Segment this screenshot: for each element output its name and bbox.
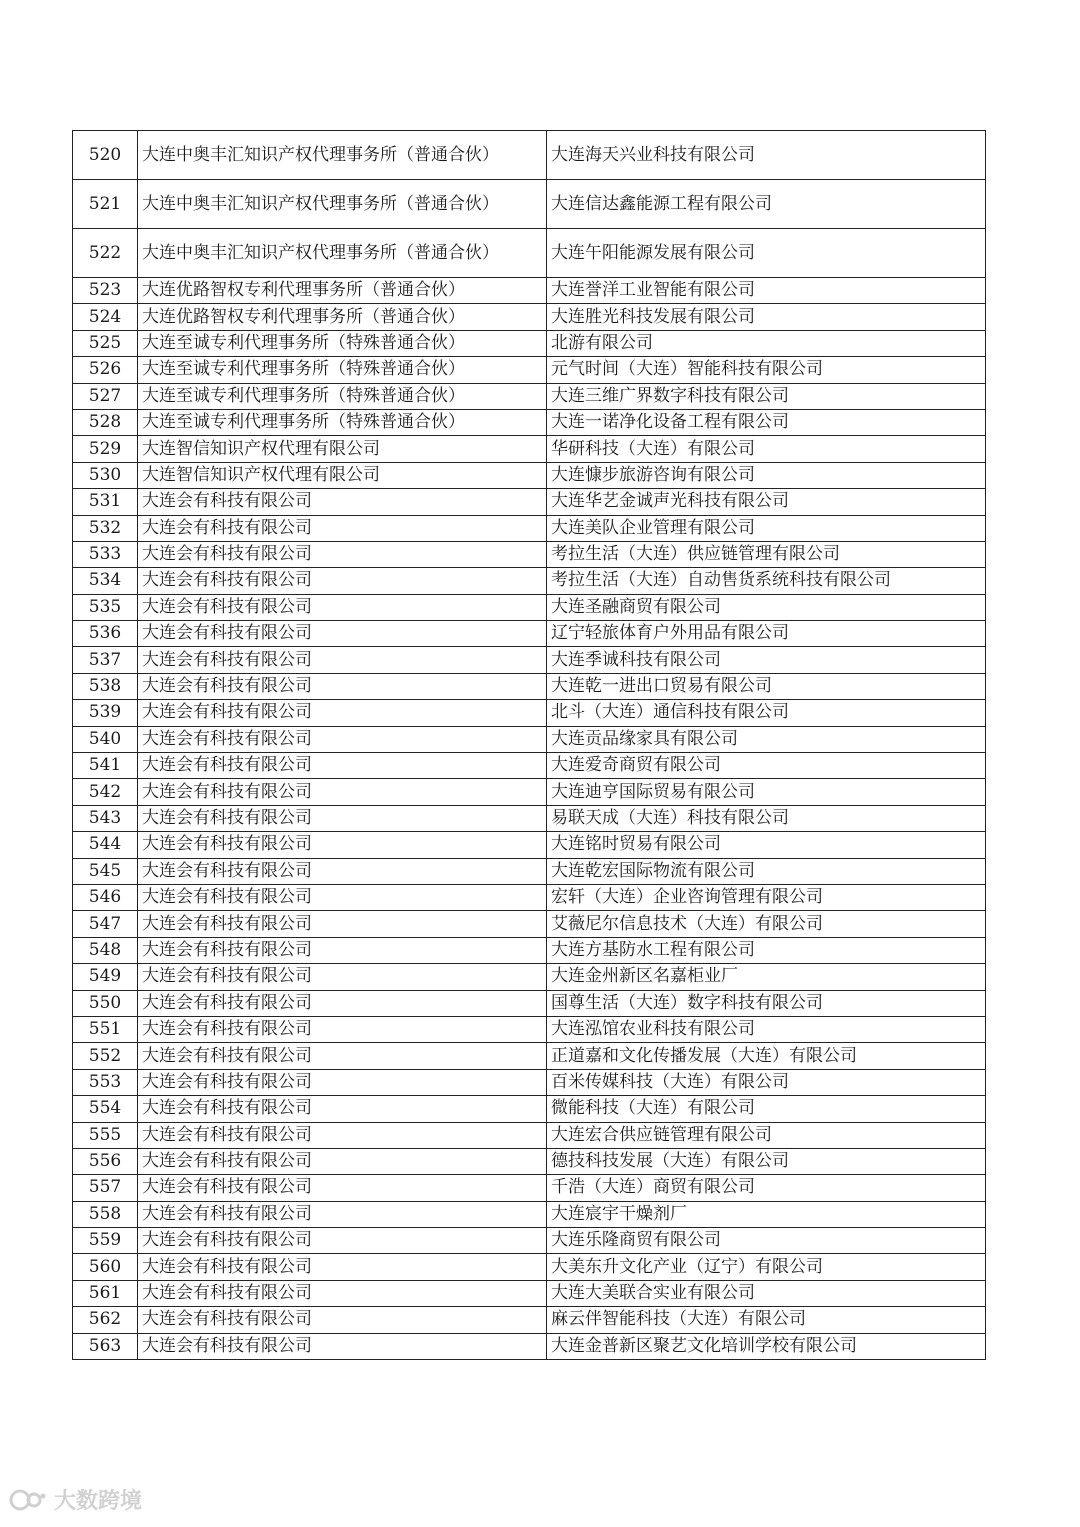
row-number: 532 <box>73 515 138 541</box>
company-name: 华研科技（大连）有限公司 <box>547 436 986 462</box>
agency-name: 大连会有科技有限公司 <box>138 1069 547 1095</box>
company-name: 大连胜光科技发展有限公司 <box>547 304 986 330</box>
table-row <box>73 229 986 278</box>
agency-name: 大连中奥丰汇知识产权代理事务所（普通合伙） <box>138 229 547 278</box>
company-name: 大连一诺净化设备工程有限公司 <box>547 409 986 435</box>
row-number: 525 <box>73 330 138 356</box>
agency-name: 大连会有科技有限公司 <box>138 489 547 515</box>
row-number: 524 <box>73 304 138 330</box>
row-number: 537 <box>73 647 138 673</box>
row-number: 531 <box>73 489 138 515</box>
agency-name: 大连智信知识产权代理有限公司 <box>138 462 547 488</box>
company-name: 大连慷步旅游咨询有限公司 <box>547 462 986 488</box>
company-name: 考拉生活（大连）自动售货系统科技有限公司 <box>547 568 986 594</box>
company-name: 考拉生活（大连）供应链管理有限公司 <box>547 541 986 567</box>
agency-name: 大连中奥丰汇知识产权代理事务所（普通合伙） <box>138 180 547 229</box>
row-number: 547 <box>73 911 138 937</box>
row-number: 535 <box>73 594 138 620</box>
row-number: 559 <box>73 1228 138 1254</box>
agency-name: 大连会有科技有限公司 <box>138 805 547 831</box>
agency-name: 大连会有科技有限公司 <box>138 1016 547 1042</box>
table-row <box>73 1175 986 1201</box>
table-row <box>73 911 986 937</box>
company-name: 大连铭时贸易有限公司 <box>547 832 986 858</box>
company-name: 辽宁轻旅体育户外用品有限公司 <box>547 621 986 647</box>
row-number: 562 <box>73 1307 138 1333</box>
table-row <box>73 1254 986 1280</box>
agency-name: 大连至诚专利代理事务所（特殊普通合伙） <box>138 330 547 356</box>
table-row <box>73 1148 986 1174</box>
agency-name: 大连会有科技有限公司 <box>138 1228 547 1254</box>
company-name: 正道嘉和文化传播发展（大连）有限公司 <box>547 1043 986 1069</box>
table-row <box>73 673 986 699</box>
table-row <box>73 753 986 779</box>
row-number: 546 <box>73 884 138 910</box>
row-number: 541 <box>73 753 138 779</box>
company-name: 大连方基防水工程有限公司 <box>547 937 986 963</box>
table-row <box>73 568 986 594</box>
agency-name: 大连会有科技有限公司 <box>138 832 547 858</box>
company-name: 大连季诚科技有限公司 <box>547 647 986 673</box>
company-name: 千浩（大连）商贸有限公司 <box>547 1175 986 1201</box>
agency-name: 大连会有科技有限公司 <box>138 1148 547 1174</box>
agency-name: 大连会有科技有限公司 <box>138 884 547 910</box>
agency-name: 大连会有科技有限公司 <box>138 647 547 673</box>
agency-name: 大连会有科技有限公司 <box>138 673 547 699</box>
table-row <box>73 1096 986 1122</box>
table-row <box>73 278 986 304</box>
table-body <box>73 131 986 1360</box>
table-row <box>73 1043 986 1069</box>
table-row <box>73 304 986 330</box>
agency-name: 大连会有科技有限公司 <box>138 1043 547 1069</box>
row-number: 526 <box>73 357 138 383</box>
table-row <box>73 436 986 462</box>
row-number: 520 <box>73 131 138 180</box>
row-number: 555 <box>73 1122 138 1148</box>
company-name: 大美东升文化产业（辽宁）有限公司 <box>547 1254 986 1280</box>
row-number: 558 <box>73 1201 138 1227</box>
table-row <box>73 884 986 910</box>
company-name: 艾薇尼尔信息技术（大连）有限公司 <box>547 911 986 937</box>
table-row <box>73 937 986 963</box>
table-row <box>73 489 986 515</box>
table-row <box>73 964 986 990</box>
watermark <box>8 1484 142 1515</box>
row-number: 563 <box>73 1333 138 1359</box>
agency-name: 大连会有科技有限公司 <box>138 1280 547 1306</box>
watermark-text: 大数跨境 <box>54 1489 143 1514</box>
agency-name: 大连会有科技有限公司 <box>138 515 547 541</box>
table-row <box>73 515 986 541</box>
table-row <box>73 1201 986 1227</box>
row-number: 522 <box>73 229 138 278</box>
company-name: 大连金普新区聚艺文化培训学校有限公司 <box>547 1333 986 1359</box>
row-number: 539 <box>73 700 138 726</box>
company-name: 宏轩（大连）企业咨询管理有限公司 <box>547 884 986 910</box>
table-row <box>73 1016 986 1042</box>
agency-name: 大连会有科技有限公司 <box>138 700 547 726</box>
table-row <box>73 1069 986 1095</box>
agency-name: 大连会有科技有限公司 <box>138 858 547 884</box>
table-row <box>73 858 986 884</box>
company-name: 大连美队企业管理有限公司 <box>547 515 986 541</box>
row-number: 521 <box>73 180 138 229</box>
company-name: 大连信达鑫能源工程有限公司 <box>547 180 986 229</box>
agency-name: 大连会有科技有限公司 <box>138 779 547 805</box>
company-name: 大连三维广界数字科技有限公司 <box>547 383 986 409</box>
row-number: 542 <box>73 779 138 805</box>
agency-name: 大连会有科技有限公司 <box>138 911 547 937</box>
agency-name: 大连会有科技有限公司 <box>138 541 547 567</box>
agency-name: 大连会有科技有限公司 <box>138 937 547 963</box>
company-name: 大连乾一进出口贸易有限公司 <box>547 673 986 699</box>
agency-name: 大连会有科技有限公司 <box>138 1333 547 1359</box>
agency-name: 大连会有科技有限公司 <box>138 1201 547 1227</box>
company-name: 大连金州新区名嘉柜业厂 <box>547 964 986 990</box>
row-number: 554 <box>73 1096 138 1122</box>
agency-name: 大连会有科技有限公司 <box>138 990 547 1016</box>
row-number: 550 <box>73 990 138 1016</box>
company-name: 大连迪亨国际贸易有限公司 <box>547 779 986 805</box>
agency-name: 大连优路智权专利代理事务所（普通合伙） <box>138 304 547 330</box>
company-name: 大连乐隆商贸有限公司 <box>547 1228 986 1254</box>
table-row <box>73 1228 986 1254</box>
table-row <box>73 383 986 409</box>
company-name: 大连宏合供应链管理有限公司 <box>547 1122 986 1148</box>
company-name: 微能科技（大连）有限公司 <box>547 1096 986 1122</box>
agency-name: 大连会有科技有限公司 <box>138 1122 547 1148</box>
table-row <box>73 462 986 488</box>
row-number: 534 <box>73 568 138 594</box>
agency-name: 大连优路智权专利代理事务所（普通合伙） <box>138 278 547 304</box>
agency-name: 大连智信知识产权代理有限公司 <box>138 436 547 462</box>
row-number: 528 <box>73 409 138 435</box>
company-name: 德技科技发展（大连）有限公司 <box>547 1148 986 1174</box>
table-row <box>73 832 986 858</box>
row-number: 538 <box>73 673 138 699</box>
row-number: 548 <box>73 937 138 963</box>
company-name: 大连大美联合实业有限公司 <box>547 1280 986 1306</box>
company-name: 大连圣融商贸有限公司 <box>547 594 986 620</box>
table-row <box>73 990 986 1016</box>
agency-name: 大连至诚专利代理事务所（特殊普通合伙） <box>138 383 547 409</box>
row-number: 560 <box>73 1254 138 1280</box>
company-name: 大连誉洋工业智能有限公司 <box>547 278 986 304</box>
table-row <box>73 647 986 673</box>
company-name: 麻云伴智能科技（大连）有限公司 <box>547 1307 986 1333</box>
company-name: 国尊生活（大连）数字科技有限公司 <box>547 990 986 1016</box>
company-name: 大连泓馆农业科技有限公司 <box>547 1016 986 1042</box>
row-number: 545 <box>73 858 138 884</box>
record-table <box>72 130 986 1360</box>
table-row <box>73 180 986 229</box>
table-row <box>73 779 986 805</box>
row-number: 540 <box>73 726 138 752</box>
row-number: 543 <box>73 805 138 831</box>
agency-name: 大连会有科技有限公司 <box>138 568 547 594</box>
company-name: 大连贡品缘家具有限公司 <box>547 726 986 752</box>
company-name: 大连爱奇商贸有限公司 <box>547 753 986 779</box>
agency-name: 大连会有科技有限公司 <box>138 1307 547 1333</box>
agency-name: 大连至诚专利代理事务所（特殊普通合伙） <box>138 357 547 383</box>
row-number: 556 <box>73 1148 138 1174</box>
company-name: 大连宸宇干燥剂厂 <box>547 1201 986 1227</box>
row-number: 530 <box>73 462 138 488</box>
row-number: 533 <box>73 541 138 567</box>
agency-name: 大连会有科技有限公司 <box>138 1096 547 1122</box>
agency-name: 大连会有科技有限公司 <box>138 726 547 752</box>
company-name: 北游有限公司 <box>547 330 986 356</box>
table-row <box>73 726 986 752</box>
row-number: 529 <box>73 436 138 462</box>
company-name: 元气时间（大连）智能科技有限公司 <box>547 357 986 383</box>
table-row <box>73 357 986 383</box>
company-name: 大连午阳能源发展有限公司 <box>547 229 986 278</box>
table-row <box>73 805 986 831</box>
agency-name: 大连至诚专利代理事务所（特殊普通合伙） <box>138 409 547 435</box>
agency-name: 大连会有科技有限公司 <box>138 1175 547 1201</box>
agency-name: 大连中奥丰汇知识产权代理事务所（普通合伙） <box>138 131 547 180</box>
row-number: 551 <box>73 1016 138 1042</box>
company-name: 百米传媒科技（大连）有限公司 <box>547 1069 986 1095</box>
row-number: 544 <box>73 832 138 858</box>
row-number: 553 <box>73 1069 138 1095</box>
row-number: 552 <box>73 1043 138 1069</box>
table-row <box>73 131 986 180</box>
agency-name: 大连会有科技有限公司 <box>138 1254 547 1280</box>
table-row <box>73 1280 986 1306</box>
table-row <box>73 594 986 620</box>
row-number: 536 <box>73 621 138 647</box>
agency-name: 大连会有科技有限公司 <box>138 753 547 779</box>
table-row <box>73 700 986 726</box>
company-name: 易联天成（大连）科技有限公司 <box>547 805 986 831</box>
row-number: 557 <box>73 1175 138 1201</box>
brand-logo-icon <box>8 1487 48 1513</box>
company-name: 大连海天兴业科技有限公司 <box>547 131 986 180</box>
table-row <box>73 1122 986 1148</box>
row-number: 549 <box>73 964 138 990</box>
row-number: 523 <box>73 278 138 304</box>
company-name: 北斗（大连）通信科技有限公司 <box>547 700 986 726</box>
agency-name: 大连会有科技有限公司 <box>138 594 547 620</box>
agency-name: 大连会有科技有限公司 <box>138 964 547 990</box>
table-row <box>73 330 986 356</box>
table-row <box>73 621 986 647</box>
company-name: 大连乾宏国际物流有限公司 <box>547 858 986 884</box>
table-row <box>73 541 986 567</box>
table-row <box>73 409 986 435</box>
row-number: 561 <box>73 1280 138 1306</box>
agency-name: 大连会有科技有限公司 <box>138 621 547 647</box>
table-row <box>73 1333 986 1359</box>
table-row <box>73 1307 986 1333</box>
row-number: 527 <box>73 383 138 409</box>
company-name: 大连华艺金诚声光科技有限公司 <box>547 489 986 515</box>
